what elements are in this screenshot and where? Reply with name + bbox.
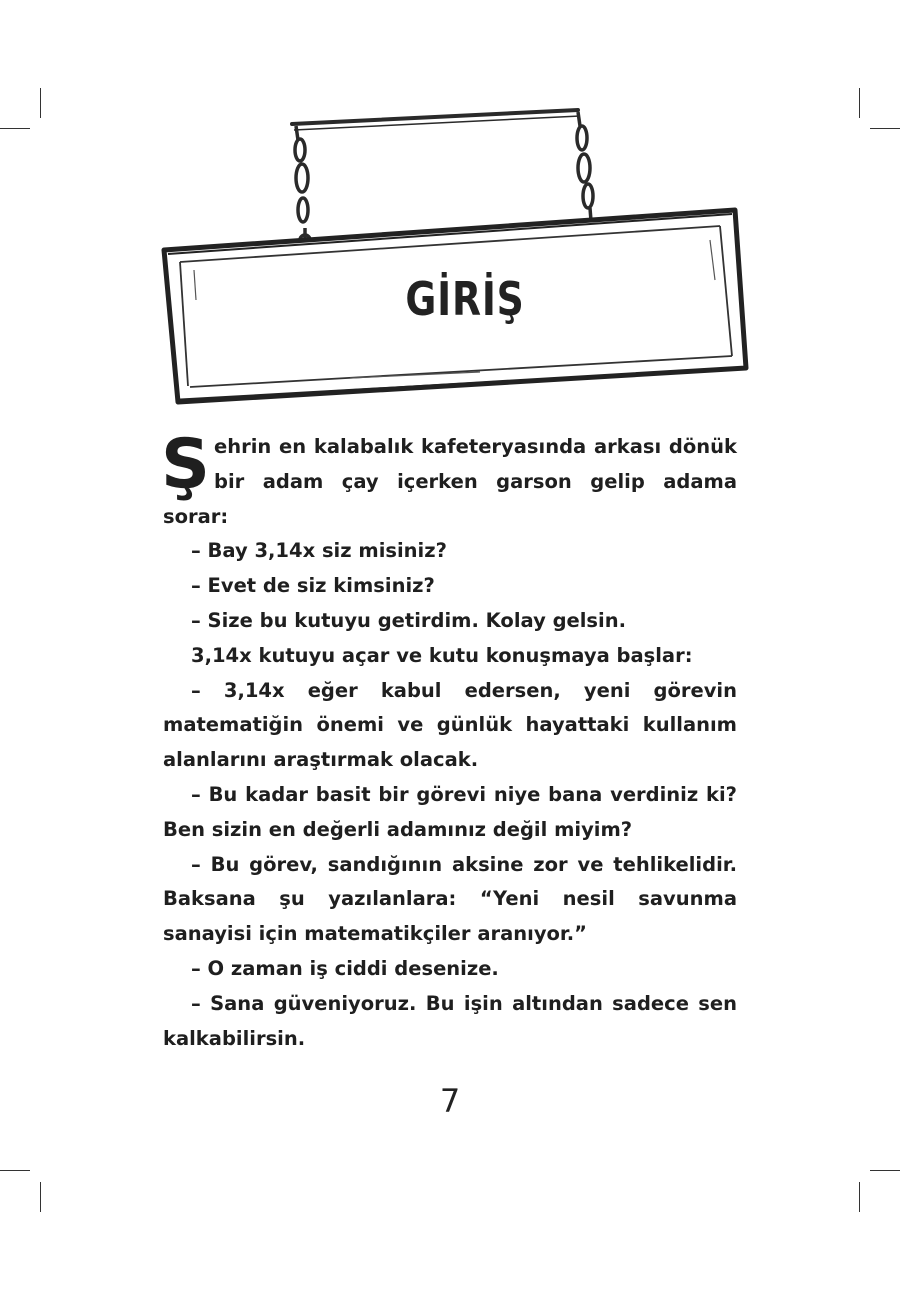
drop-cap: Ş xyxy=(161,425,210,504)
paragraph: – Bu kadar basit bir görevi niye bana verdiniz ki? Ben sizin en değerli adamınız değil miyim? xyxy=(163,782,737,841)
crop-mark xyxy=(40,88,41,118)
crop-mark xyxy=(40,1182,41,1212)
left-chain xyxy=(295,126,310,248)
paragraph: – Size bu kutuyu getirdim. Kolay gelsin. xyxy=(191,608,627,632)
crop-mark xyxy=(0,128,30,129)
crop-mark xyxy=(859,1182,860,1212)
body-text xyxy=(161,425,737,1056)
paragraph: – 3,14x eğer kabul edersen, yeni görevin matematiğin önemi ve günlük hayattaki kullanım alanlarını araştırmak olacak. xyxy=(163,678,737,772)
paragraph-text: ehrin en kalabalık kafeteryasında arkası dönük bir adam çay içerken garson gelip adama sorar: xyxy=(163,435,737,528)
paragraph: – Bu görev, sandığının aksine zor ve tehlikelidir. Baksana şu yazılanlara: “Yeni nesil savunma sanayisi için matematikçiler aranıyor.” xyxy=(163,852,737,946)
crop-mark xyxy=(870,128,900,129)
paragraph: – Bay 3,14x siz misiniz? xyxy=(191,539,447,563)
right-chain xyxy=(577,112,597,234)
paragraph: – O zaman iş ciddi desenize. xyxy=(191,956,499,980)
paragraph: 3,14x kutuyu açar ve kutu konuşmaya başlar: xyxy=(191,643,693,667)
crop-mark xyxy=(859,88,860,118)
crop-mark xyxy=(0,1170,30,1171)
paragraph: – Evet de siz kimsiniz? xyxy=(191,574,435,598)
crop-mark xyxy=(870,1170,900,1171)
page-number: 7 xyxy=(439,1082,461,1120)
hanging-sign-illustration xyxy=(150,100,760,410)
paragraph: – Sana güveniyoruz. Bu işin altından sadece sen kalkabilirsin. xyxy=(163,991,737,1050)
chapter-title: GİRİŞ xyxy=(405,272,525,326)
paragraph xyxy=(161,425,737,534)
